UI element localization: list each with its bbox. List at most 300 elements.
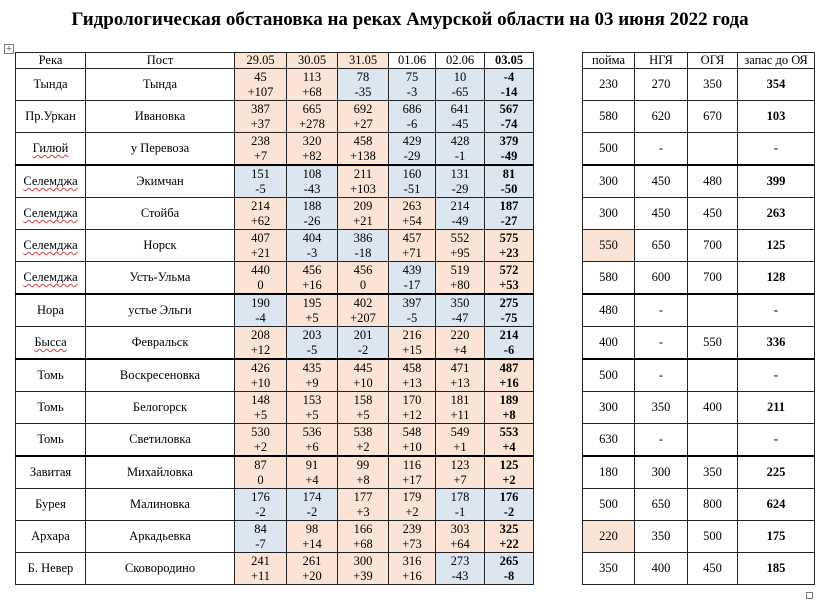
page-title: Гидрологическая обстановка на реках Амурской области на 03 июня 2022 года [71,9,749,30]
level-change: +8 [356,472,370,487]
ogya-cell: 670 [688,101,738,133]
level-cell [338,262,389,295]
level-change: -5 [255,181,266,196]
river-name: Пр.Уркан [25,109,76,123]
river-name: Селемджа [23,174,78,188]
water-level: 261 [302,553,322,568]
level-change: -18 [354,245,372,260]
level-cell [338,198,389,230]
level-cell [338,424,389,457]
level-cell [389,424,436,457]
level-cell [389,133,436,166]
level-cell [338,392,389,424]
level-change: +62 [250,213,271,228]
water-level: 265 [499,553,519,568]
river-cell [16,133,86,166]
poyma-cell: 580 [583,262,635,295]
level-change: -7 [255,536,266,551]
level-cell [436,133,485,166]
level-change: +68 [302,84,322,99]
level-cell [389,294,436,327]
water-level: 239 [402,521,422,536]
water-level: 220 [450,327,470,342]
level-change: +73 [402,536,422,551]
gap-cell [534,327,583,360]
level-cell [235,165,287,198]
level-change: +14 [302,536,322,551]
level-change: -49 [500,148,518,163]
level-change: +11 [250,568,271,583]
post-cell [86,133,235,166]
level-change: -5 [406,310,418,325]
level-change: -4 [255,310,266,325]
level-cell [485,133,534,166]
river-name: Селемджа [23,238,78,252]
water-level: 113 [302,69,322,84]
header-ogya: ОГЯ [688,53,738,69]
level-cell [436,359,485,392]
post-name: Ивановка [134,109,186,123]
level-change: +13 [450,375,470,390]
level-change: -3 [306,245,318,260]
water-level: 407 [251,230,270,245]
level-change: -6 [503,342,515,357]
level-change: -17 [403,277,421,292]
water-level: 548 [402,424,422,439]
ogya-cell: 350 [688,456,738,489]
water-level: 552 [450,230,470,245]
level-cell [436,521,485,553]
post-cell [86,262,235,295]
river-name: Завитая [29,465,72,479]
level-cell [389,456,436,489]
post-name: Воскресеновка [119,368,201,382]
level-change: -45 [451,116,469,131]
level-cell [338,553,389,585]
poyma-cell: 500 [583,133,635,166]
level-cell [287,489,338,521]
river-cell [16,424,86,457]
water-level: 177 [353,489,373,504]
gap-cell [534,133,583,166]
level-cell [389,359,436,392]
river-cell [16,392,86,424]
level-cell [485,327,534,360]
level-cell [287,101,338,133]
level-change: +2 [405,504,419,519]
water-level: 397 [402,295,422,310]
level-cell [287,69,338,101]
water-level: 201 [353,327,373,342]
water-level: 303 [450,521,470,536]
gap-cell [534,165,583,198]
level-cell [235,133,287,166]
ngya-cell: 450 [635,165,688,198]
level-cell [287,521,338,553]
table-row [16,521,815,553]
level-cell [235,230,287,262]
level-cell [235,294,287,327]
gap-cell [534,489,583,521]
water-level: 174 [302,489,322,504]
level-change: 0 [359,277,367,292]
post-name: Малиновка [130,497,190,511]
river-cell [16,327,86,360]
level-change: -1 [454,504,466,519]
header-gap [534,53,583,69]
ogya-cell: 700 [688,262,738,295]
river-name: Селемджа [23,206,78,220]
water-level: 316 [402,553,422,568]
water-level: 179 [402,489,422,504]
level-change: -2 [255,504,266,519]
water-level: 170 [402,392,422,407]
river-cell [16,521,86,553]
table-row [16,230,815,262]
level-cell [287,327,338,360]
post-name: Михайловка [127,465,193,479]
level-cell [485,230,534,262]
water-level: 428 [450,133,470,148]
water-level: 458 [353,133,373,148]
water-level: 190 [251,295,270,310]
table-row [16,392,815,424]
level-cell [389,165,436,198]
ogya-cell: 450 [688,198,738,230]
river-name: Б. Невер [27,561,74,575]
water-level: 439 [402,262,422,277]
level-change: -1 [454,148,466,163]
level-change: +1 [453,439,467,454]
water-level: 686 [402,101,422,116]
level-change: +11 [450,407,470,422]
level-change: +22 [499,536,519,551]
level-change: +37 [250,116,271,131]
level-change: +17 [402,472,422,487]
level-cell [338,456,389,489]
level-cell [235,198,287,230]
ngya-cell: 620 [635,101,688,133]
water-level: 536 [302,424,322,439]
post-name: Сковородино [124,561,196,575]
level-cell [287,359,338,392]
level-cell [436,327,485,360]
river-name: Бысса [34,335,67,349]
level-change: +16 [402,568,422,583]
zapas-cell: 185 [738,553,815,585]
gap-cell [534,262,583,295]
post-name: Экимчан [136,174,184,188]
level-change: -50 [500,181,518,196]
level-change: +2 [502,472,516,487]
level-change: +39 [353,568,373,583]
table-row [16,165,815,198]
level-cell [235,359,287,392]
zapas-cell: 336 [738,327,815,360]
level-cell [485,262,534,295]
water-level: 166 [353,521,373,536]
level-change: +207 [350,310,376,325]
header-poyma: пойма [583,53,635,69]
level-cell [338,359,389,392]
level-cell [235,327,287,360]
water-level: 549 [450,424,470,439]
water-level: 386 [353,230,373,245]
water-level: 87 [254,457,267,472]
level-cell [338,133,389,166]
level-cell [287,230,338,262]
level-change: +7 [453,472,467,487]
post-name: Тында [142,77,177,91]
water-level: 458 [402,360,422,375]
ngya-cell: 400 [635,553,688,585]
table-move-handle-icon[interactable]: + [5,44,13,53]
water-level: 108 [302,166,322,181]
gap-cell [534,294,583,327]
poyma-cell: 580 [583,101,635,133]
level-cell [389,198,436,230]
zapas-cell: 624 [738,489,815,521]
level-change: -74 [500,116,518,131]
header-post: Пост [86,53,235,69]
poyma-cell: 500 [583,489,635,521]
ogya-cell [688,424,738,457]
level-cell [485,101,534,133]
water-level: 538 [353,424,373,439]
river-name: Гилюй [32,141,69,155]
level-cell [389,392,436,424]
water-level: 404 [302,230,322,245]
level-cell [485,359,534,392]
level-change: -3 [406,84,418,99]
ngya-cell: - [635,327,688,360]
level-change: +278 [299,116,325,131]
level-change: +21 [353,213,373,228]
level-change: +54 [402,213,422,228]
table-row [16,359,815,392]
water-level: 665 [302,101,322,116]
level-cell [287,456,338,489]
ogya-cell: 480 [688,165,738,198]
water-level: 158 [353,392,373,407]
level-change: +138 [350,148,376,163]
level-cell [235,69,287,101]
level-change: -75 [500,310,518,325]
level-change: +4 [453,342,467,357]
post-cell [86,165,235,198]
river-cell [16,198,86,230]
post-cell [86,392,235,424]
water-level: 435 [302,360,322,375]
gap-cell [534,69,583,101]
level-change: +8 [502,407,516,422]
water-level: 275 [499,295,519,310]
zapas-cell: 128 [738,262,815,295]
post-cell [86,294,235,327]
ogya-cell [688,359,738,392]
level-change: -51 [403,181,421,196]
level-change: +23 [499,245,519,260]
level-cell [436,553,485,585]
level-cell [235,553,287,585]
level-cell [287,133,338,166]
level-cell [485,198,534,230]
water-level: 91 [305,457,319,472]
level-cell [235,456,287,489]
level-cell [235,424,287,457]
river-name: Томь [37,368,64,382]
water-level: 457 [402,230,422,245]
level-change: +13 [402,375,422,390]
water-level: 160 [402,166,422,181]
level-cell [389,230,436,262]
water-level: 211 [353,166,373,181]
river-cell [16,294,86,327]
level-change: +6 [305,439,319,454]
water-level: 471 [450,360,470,375]
level-change: -47 [451,310,469,325]
level-change: +95 [450,245,470,260]
water-level: 176 [251,489,270,504]
water-level: 99 [356,457,370,472]
level-cell [287,262,338,295]
ngya-cell: - [635,294,688,327]
ngya-cell: 600 [635,262,688,295]
level-change: -2 [357,342,369,357]
water-level: 300 [353,553,373,568]
gap-cell [534,392,583,424]
river-name: Селемджа [23,270,78,284]
level-cell [287,294,338,327]
level-cell [389,553,436,585]
level-change: +9 [305,375,319,390]
level-change: -14 [500,84,518,99]
water-level: 238 [251,133,270,148]
level-cell [485,294,534,327]
header-date-1: 29.05 [235,53,287,69]
level-cell [389,262,436,295]
table-row [16,327,815,360]
level-cell [235,521,287,553]
level-cell [436,165,485,198]
level-cell [338,521,389,553]
water-level: 75 [405,69,419,84]
gap-cell [534,424,583,457]
water-level: 176 [499,489,519,504]
post-name: Белогорск [132,400,188,414]
header-zapas: запас до ОЯ [738,53,815,69]
ngya-cell: - [635,359,688,392]
hydrology-table [15,52,815,585]
level-cell [338,230,389,262]
header-date-4: 01.06 [389,53,436,69]
level-cell [287,165,338,198]
water-level: 216 [402,327,422,342]
level-change: -43 [303,181,321,196]
river-name: Тында [33,77,68,91]
level-change: +82 [302,148,322,163]
water-level: 187 [499,198,519,213]
level-change: -49 [451,213,469,228]
level-cell [338,489,389,521]
level-cell [436,230,485,262]
level-cell [235,101,287,133]
water-level: -4 [503,69,515,84]
level-change: +80 [450,277,470,292]
level-change: 0 [257,472,264,487]
water-level: 641 [450,101,470,116]
ngya-cell: 650 [635,230,688,262]
header-row [16,53,815,69]
water-level: 530 [251,424,270,439]
river-cell [16,359,86,392]
level-change: -2 [306,504,318,519]
water-level: 153 [302,392,322,407]
poyma-cell: 350 [583,553,635,585]
level-change: +3 [356,504,370,519]
zapas-cell: 125 [738,230,815,262]
level-cell [338,327,389,360]
water-level: 178 [450,489,470,504]
ogya-cell [688,294,738,327]
level-change: +5 [253,407,268,422]
level-change: -65 [451,84,469,99]
poyma-cell: 300 [583,198,635,230]
gap-cell [534,230,583,262]
level-cell [485,489,534,521]
level-change: -26 [303,213,321,228]
level-cell [338,69,389,101]
water-level: 214 [450,198,470,213]
water-level: 487 [499,360,519,375]
post-name: Усть-Ульма [129,270,191,284]
level-change: +10 [402,439,422,454]
level-change: -8 [503,568,515,583]
table-row [16,101,815,133]
water-level: 209 [353,198,373,213]
header-river: Река [16,53,86,69]
ogya-cell: 800 [688,489,738,521]
zapas-cell: 354 [738,69,815,101]
water-level: 188 [302,198,322,213]
water-level: 320 [302,133,322,148]
level-cell [436,456,485,489]
gap-cell [534,521,583,553]
river-name: Архара [31,529,70,543]
ngya-cell: 350 [635,392,688,424]
level-cell [235,392,287,424]
water-level: 456 [353,262,373,277]
level-change: +16 [499,375,519,390]
level-change: +4 [502,439,516,454]
water-level: 325 [499,521,519,536]
level-cell [287,424,338,457]
level-change: +2 [356,439,370,454]
level-cell [485,69,534,101]
level-change: +21 [250,245,271,260]
zapas-cell: 175 [738,521,815,553]
table-resize-handle-icon[interactable] [806,592,813,599]
water-level: 387 [251,101,270,116]
water-level: 572 [499,262,519,277]
level-cell [485,165,534,198]
poyma-cell: 180 [583,456,635,489]
level-cell [389,101,436,133]
ngya-cell: 450 [635,198,688,230]
zapas-cell: - [738,359,815,392]
level-change: +103 [350,181,376,196]
ogya-cell: 550 [688,327,738,360]
